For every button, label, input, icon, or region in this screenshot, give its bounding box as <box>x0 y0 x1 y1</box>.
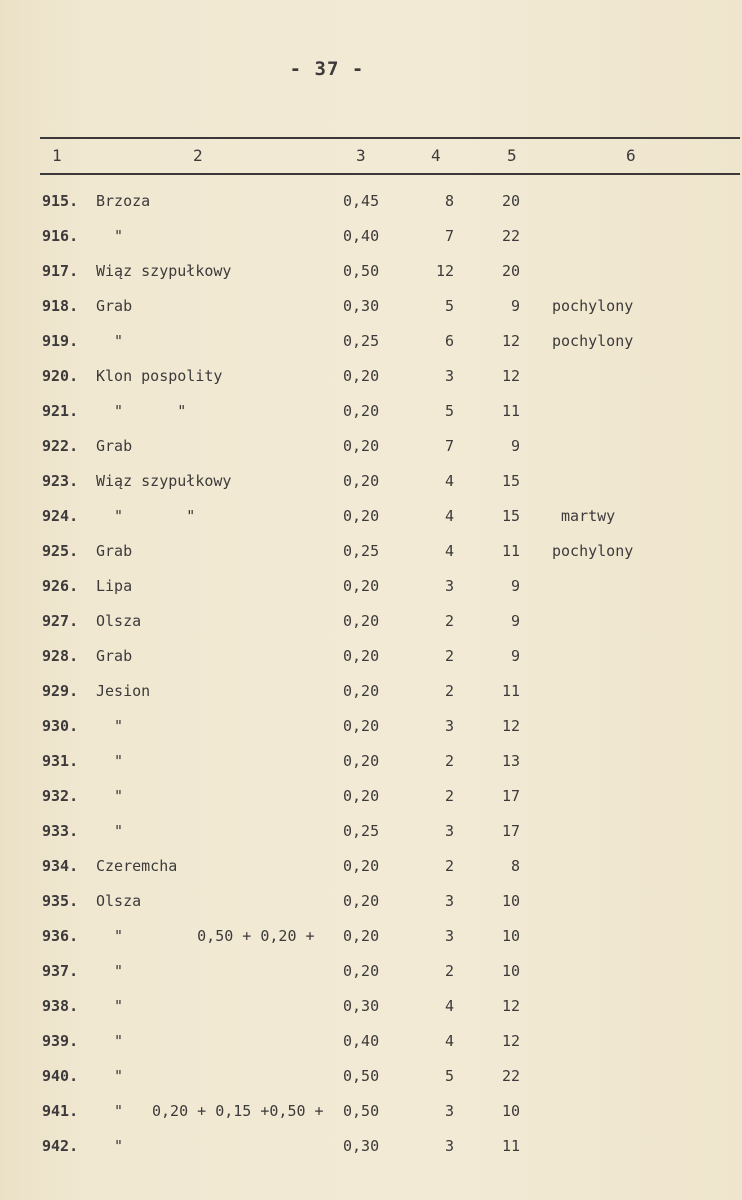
trunk-diameter: 0,30 <box>343 297 380 315</box>
trunk-diameter: 0,45 <box>343 192 380 210</box>
tree-species: Brzoza <box>96 192 151 210</box>
column-header-4: 4 <box>431 146 441 165</box>
column-5-value: 12 <box>501 717 520 735</box>
table-row <box>0 892 742 927</box>
trunk-diameter: 0,20 <box>343 717 380 735</box>
tree-number: 930. <box>42 717 79 735</box>
table-row <box>0 997 742 1032</box>
table-row <box>0 927 742 962</box>
table-row <box>0 822 742 857</box>
column-5-value: 11 <box>501 542 520 560</box>
column-4-value: 3 <box>444 1102 454 1120</box>
column-5-value: 20 <box>501 262 520 280</box>
tree-species: Czeremcha <box>96 857 178 875</box>
column-header-2: 2 <box>193 146 203 165</box>
trunk-diameter: 0,20 <box>343 787 380 805</box>
table-row <box>0 402 742 437</box>
tree-number: 922. <box>42 437 79 455</box>
column-5-value: 10 <box>501 927 520 945</box>
column-5-value: 10 <box>501 962 520 980</box>
tree-species: Grab <box>96 437 133 455</box>
tree-species: Grab <box>96 542 133 560</box>
tree-species: Wiąz szypułkowy <box>96 262 232 280</box>
column-4-value: 5 <box>444 402 454 420</box>
tree-number: 941. <box>42 1102 79 1120</box>
table-row <box>0 787 742 822</box>
table-row <box>0 682 742 717</box>
table-row <box>0 612 742 647</box>
column-4-value: 7 <box>444 227 454 245</box>
remark: pochylony <box>552 542 634 560</box>
tree-number: 925. <box>42 542 79 560</box>
trunk-diameter: 0,20 <box>343 647 380 665</box>
trunk-diameter: 0,50 <box>343 1067 380 1085</box>
tree-species: Olsza <box>96 892 142 910</box>
column-5-value: 17 <box>501 787 520 805</box>
column-5-value: 9 <box>510 647 520 665</box>
tree-species: " <box>96 822 124 840</box>
column-4-value: 5 <box>444 297 454 315</box>
tree-species: Grab <box>96 297 133 315</box>
remark: pochylony <box>552 332 634 350</box>
tree-species: Olsza <box>96 612 142 630</box>
tree-species: " <box>96 997 124 1015</box>
column-4-value: 4 <box>444 507 454 525</box>
table-row <box>0 472 742 507</box>
column-5-value: 11 <box>501 682 520 700</box>
column-4-value: 3 <box>444 367 454 385</box>
diameter-sum-note: 0,50 + 0,20 + <box>152 927 324 945</box>
tree-number: 938. <box>42 997 79 1015</box>
table-row <box>0 857 742 892</box>
tree-species: " <box>96 1032 124 1050</box>
diameter-sum-note: 0,20 + 0,15 +0,50 + <box>152 1102 333 1120</box>
column-4-value: 2 <box>444 962 454 980</box>
tree-number: 928. <box>42 647 79 665</box>
table-row <box>0 542 742 577</box>
trunk-diameter: 0,20 <box>343 682 380 700</box>
trunk-diameter: 0,20 <box>343 892 380 910</box>
column-5-value: 9 <box>510 297 520 315</box>
tree-species: " <box>96 787 124 805</box>
column-4-value: 3 <box>444 892 454 910</box>
trunk-diameter: 0,30 <box>343 997 380 1015</box>
tree-number: 935. <box>42 892 79 910</box>
tree-number: 931. <box>42 752 79 770</box>
trunk-diameter: 0,20 <box>343 507 380 525</box>
trunk-diameter: 0,50 <box>343 1102 380 1120</box>
trunk-diameter: 0,20 <box>343 472 380 490</box>
column-5-value: 12 <box>501 1032 520 1050</box>
table-row <box>0 1137 742 1172</box>
column-5-value: 13 <box>501 752 520 770</box>
tree-number: 936. <box>42 927 79 945</box>
trunk-diameter: 0,25 <box>343 332 380 350</box>
trunk-diameter: 0,20 <box>343 962 380 980</box>
tree-number: 933. <box>42 822 79 840</box>
tree-species: " <box>96 717 124 735</box>
trunk-diameter: 0,20 <box>343 577 380 595</box>
column-5-value: 11 <box>501 402 520 420</box>
tree-species: " <box>96 227 124 245</box>
tree-species: " <box>96 927 124 945</box>
column-5-value: 12 <box>501 332 520 350</box>
tree-species: " <box>96 1067 124 1085</box>
tree-number: 917. <box>42 262 79 280</box>
table-row <box>0 262 742 297</box>
remark: pochylony <box>552 297 634 315</box>
column-4-value: 7 <box>444 437 454 455</box>
table-row <box>0 332 742 367</box>
tree-number: 921. <box>42 402 79 420</box>
table-row <box>0 1067 742 1102</box>
trunk-diameter: 0,50 <box>343 262 380 280</box>
tree-species: Lipa <box>96 577 133 595</box>
trunk-diameter: 0,20 <box>343 367 380 385</box>
column-5-value: 22 <box>501 1067 520 1085</box>
table-row <box>0 717 742 752</box>
column-header-3: 3 <box>356 146 366 165</box>
tree-number: 934. <box>42 857 79 875</box>
table-row <box>0 192 742 227</box>
column-5-value: 10 <box>501 1102 520 1120</box>
column-header-1: 1 <box>52 146 62 165</box>
table-row <box>0 752 742 787</box>
column-5-value: 11 <box>501 1137 520 1155</box>
trunk-diameter: 0,40 <box>343 227 380 245</box>
tree-species: " <box>96 962 124 980</box>
tree-number: 918. <box>42 297 79 315</box>
tree-species: Klon pospolity <box>96 367 223 385</box>
table-row <box>0 962 742 997</box>
column-header-6: 6 <box>626 146 636 165</box>
table-row <box>0 227 742 262</box>
tree-number: 915. <box>42 192 79 210</box>
column-5-value: 15 <box>501 507 520 525</box>
column-4-value: 3 <box>444 822 454 840</box>
table-row <box>0 507 742 542</box>
tree-number: 929. <box>42 682 79 700</box>
column-5-value: 12 <box>501 997 520 1015</box>
column-5-value: 8 <box>510 857 520 875</box>
column-4-value: 12 <box>435 262 454 280</box>
column-4-value: 2 <box>444 787 454 805</box>
column-5-value: 9 <box>510 577 520 595</box>
column-4-value: 4 <box>444 1032 454 1050</box>
tree-species: " <box>96 1137 124 1155</box>
tree-number: 937. <box>42 962 79 980</box>
page-number: - 37 - <box>289 58 365 80</box>
tree-number: 923. <box>42 472 79 490</box>
column-4-value: 2 <box>444 682 454 700</box>
column-4-value: 3 <box>444 577 454 595</box>
column-4-value: 2 <box>444 647 454 665</box>
remark: martwy <box>552 507 616 525</box>
table-header-rule <box>40 173 740 175</box>
trunk-diameter: 0,20 <box>343 437 380 455</box>
trunk-diameter: 0,20 <box>343 402 380 420</box>
tree-species: Grab <box>96 647 133 665</box>
tree-species: " <box>96 332 124 350</box>
column-4-value: 6 <box>444 332 454 350</box>
column-4-value: 8 <box>444 192 454 210</box>
trunk-diameter: 0,25 <box>343 542 380 560</box>
table-row <box>0 577 742 612</box>
tree-species: " <box>96 752 124 770</box>
tree-number: 919. <box>42 332 79 350</box>
tree-species: Wiąz szypułkowy <box>96 472 232 490</box>
column-4-value: 4 <box>444 542 454 560</box>
trunk-diameter: 0,30 <box>343 1137 380 1155</box>
tree-species: Jesion <box>96 682 151 700</box>
trunk-diameter: 0,20 <box>343 927 380 945</box>
column-4-value: 3 <box>444 927 454 945</box>
trunk-diameter: 0,40 <box>343 1032 380 1050</box>
trunk-diameter: 0,20 <box>343 612 380 630</box>
column-5-value: 12 <box>501 367 520 385</box>
column-4-value: 3 <box>444 717 454 735</box>
column-4-value: 5 <box>444 1067 454 1085</box>
column-5-value: 10 <box>501 892 520 910</box>
trunk-diameter: 0,20 <box>343 857 380 875</box>
tree-species: " " <box>96 507 196 525</box>
column-5-value: 17 <box>501 822 520 840</box>
table-row <box>0 1102 742 1137</box>
table-row <box>0 297 742 332</box>
column-4-value: 2 <box>444 612 454 630</box>
column-5-value: 20 <box>501 192 520 210</box>
tree-number: 924. <box>42 507 79 525</box>
column-4-value: 2 <box>444 857 454 875</box>
tree-number: 916. <box>42 227 79 245</box>
tree-species: " <box>96 1102 124 1120</box>
column-4-value: 4 <box>444 472 454 490</box>
column-header-5: 5 <box>507 146 517 165</box>
column-5-value: 9 <box>510 612 520 630</box>
trunk-diameter: 0,25 <box>343 822 380 840</box>
column-4-value: 2 <box>444 752 454 770</box>
tree-number: 942. <box>42 1137 79 1155</box>
trunk-diameter: 0,20 <box>343 752 380 770</box>
tree-number: 927. <box>42 612 79 630</box>
tree-number: 940. <box>42 1067 79 1085</box>
tree-species: " " <box>96 402 187 420</box>
table-row <box>0 437 742 472</box>
table-row <box>0 367 742 402</box>
tree-number: 920. <box>42 367 79 385</box>
column-4-value: 3 <box>444 1137 454 1155</box>
table-top-rule <box>40 137 740 139</box>
column-5-value: 9 <box>510 437 520 455</box>
tree-number: 932. <box>42 787 79 805</box>
column-5-value: 15 <box>501 472 520 490</box>
tree-number: 939. <box>42 1032 79 1050</box>
table-row <box>0 647 742 682</box>
column-5-value: 22 <box>501 227 520 245</box>
table-row <box>0 1032 742 1067</box>
tree-number: 926. <box>42 577 79 595</box>
column-4-value: 4 <box>444 997 454 1015</box>
